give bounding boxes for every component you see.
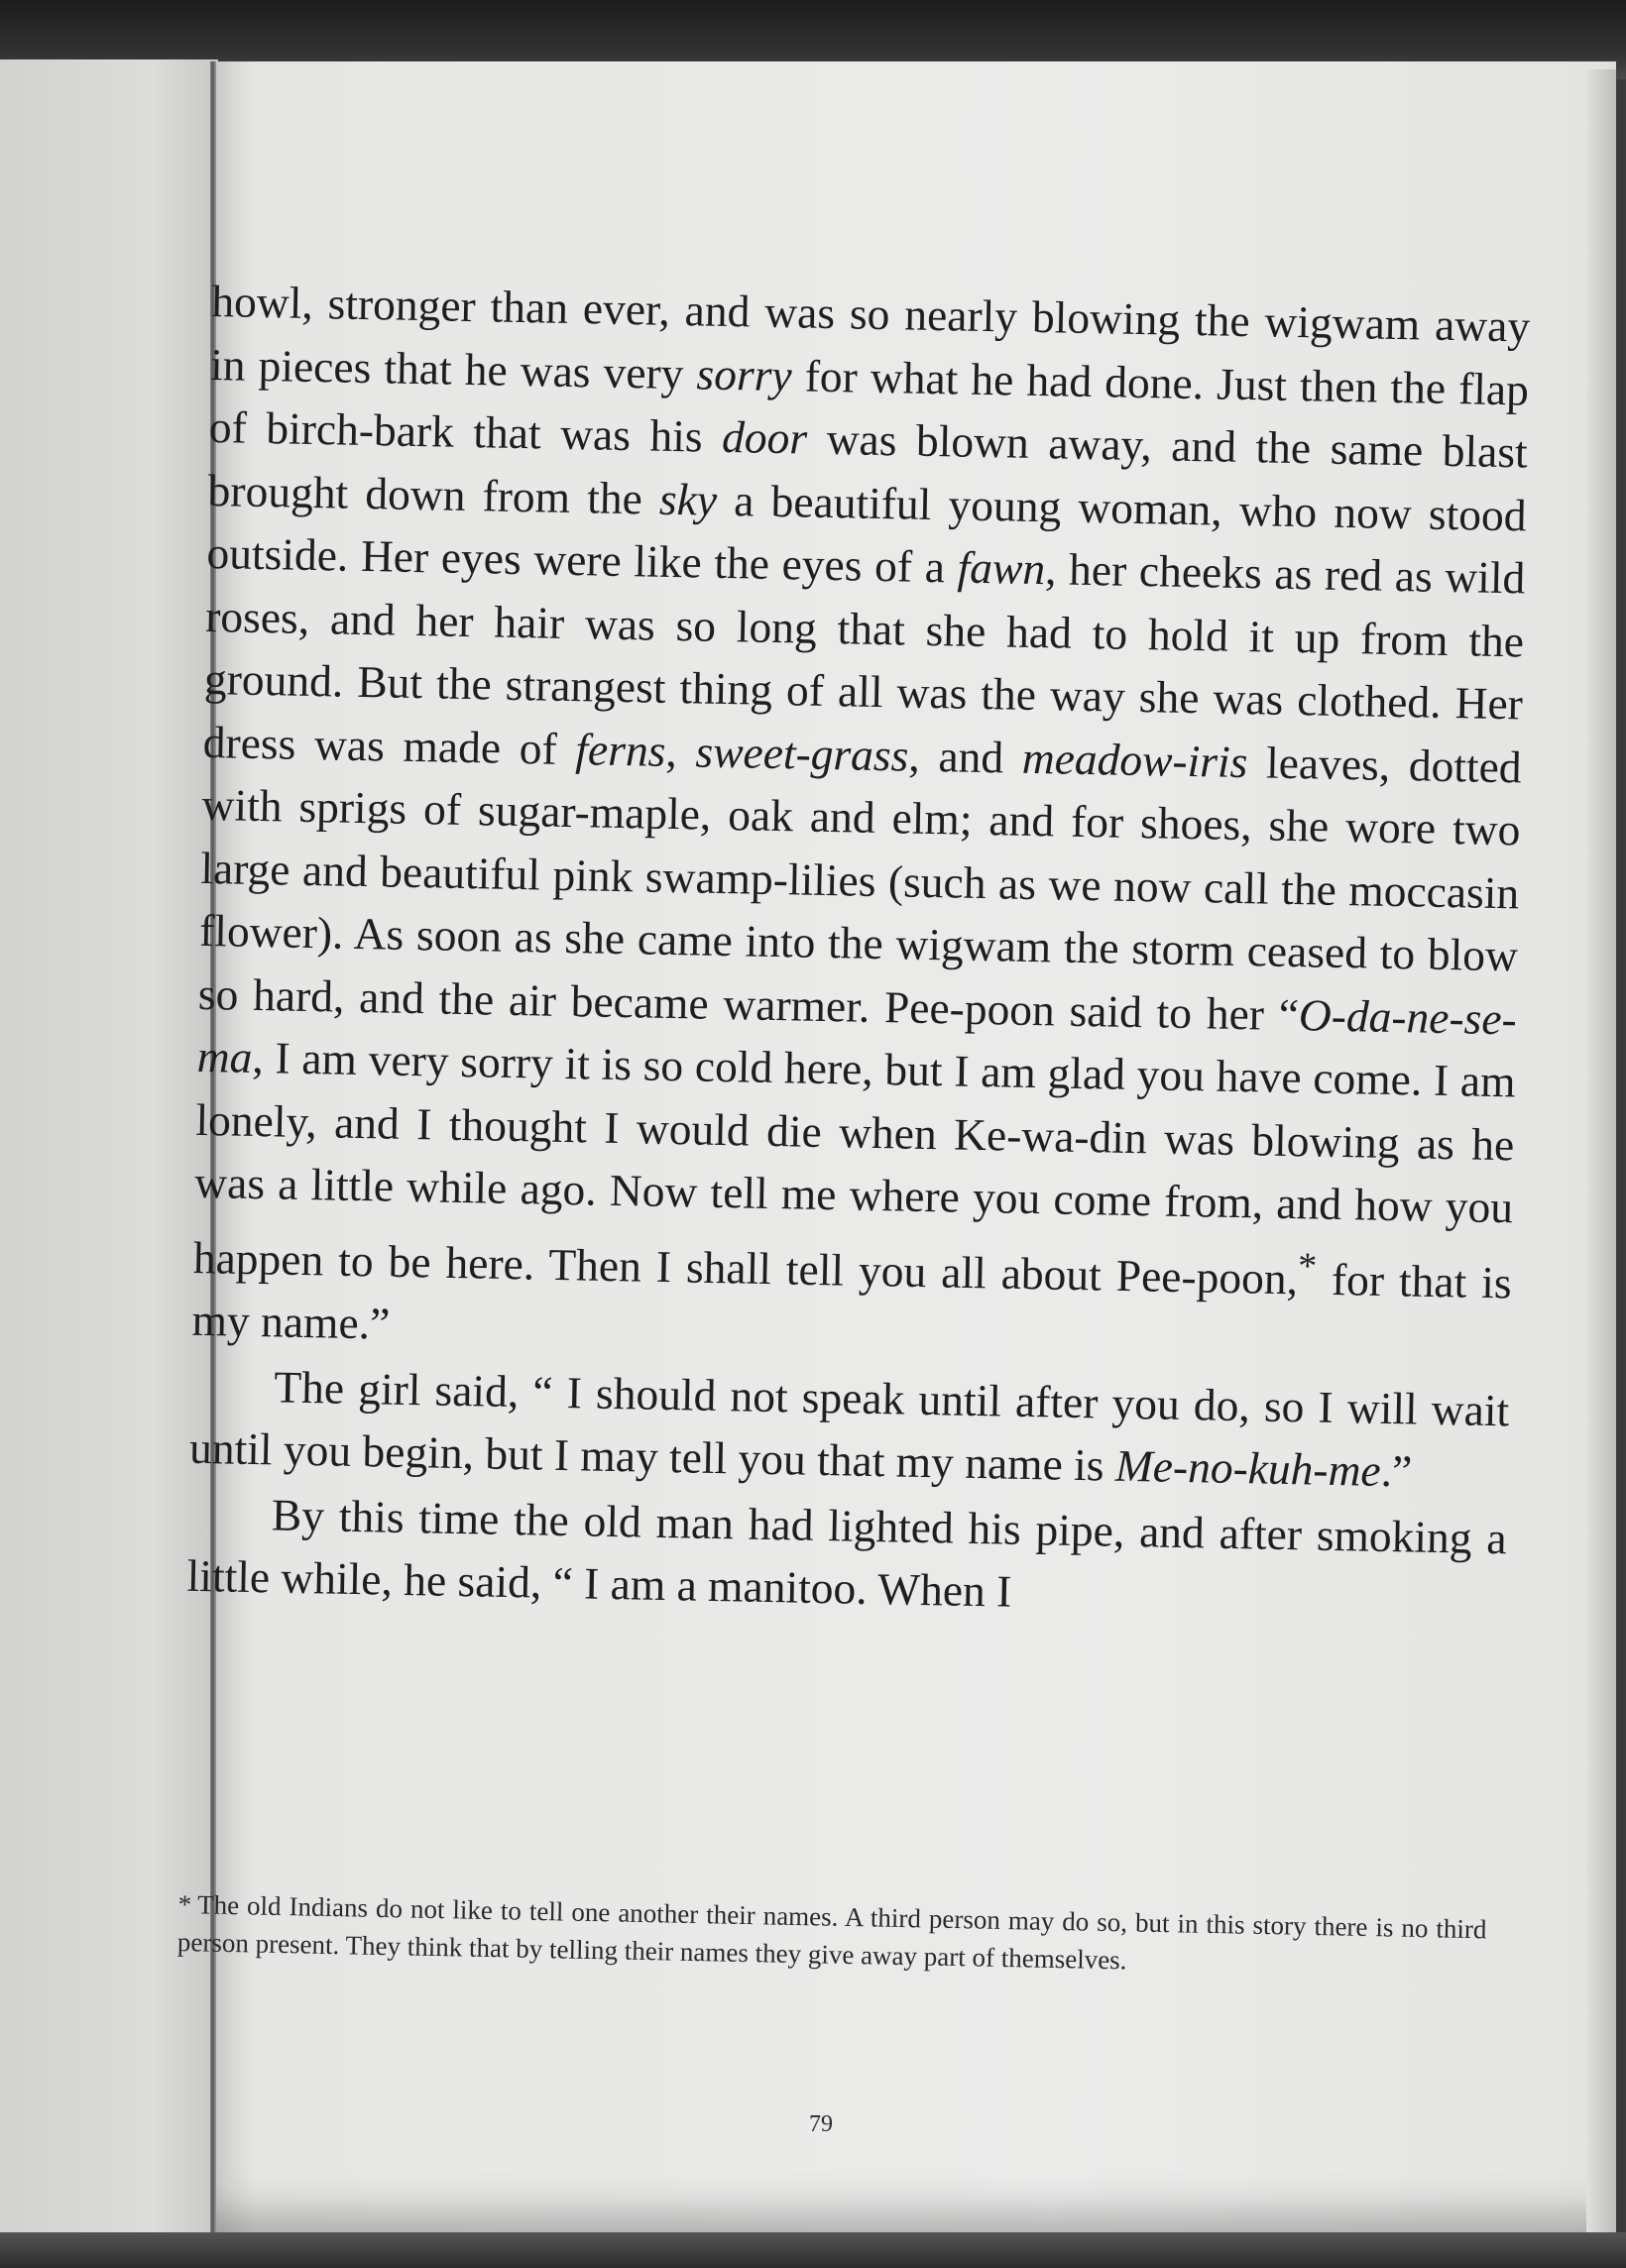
page-number: 79 xyxy=(809,2111,833,2137)
paragraph-3: By this time the old man had lighted his pipe, and after smoking a little while, he said, “ I am a manitoo. When I xyxy=(186,1489,1508,1617)
scan-bottom-border xyxy=(0,2232,1626,2268)
page-right-edge xyxy=(1586,69,1616,2250)
footnote-text: The old Indians do not like to tell one another their names. A third person may do so, but in this story there is no third person present. They think that by telling their names they give away part of themselves. xyxy=(176,1889,1487,1976)
body-text xyxy=(186,270,1531,1633)
footnote-reference: * xyxy=(1297,1244,1318,1288)
paragraph-2: The girl said, “ I should not speak until after you do, so I will wait until you begin, but I may tell you that my name is Me-no-kuh-me.” xyxy=(188,1361,1510,1497)
paragraph-1: howl, stronger than ever, and was so nearly blowing the wigwam away in pieces that he was very sorry for what he had done. Just then the flap of birch-bark that was his door was blown away, and the same blast brought down from the sky a beautiful young woman, who now stood outside. Her eyes were like the eyes of a fawn, her cheeks as red as wild roses, and her hair was so long that she had to hold it up from the ground. But the strangest thing of all was the way she was clothed. Her dress was made of ferns, sweet-grass, and meadow-iris leaves, dotted with sprigs of sugar-maple, oak and elm; and for shoes, she wore two large and beautiful pink swamp-lilies (such as we now call the moccasin flower). As soon as she came into the wigwam the storm ceased to blow so hard, and the air became warmer. Pee-poon said to her “O-da-ne-se-ma, I am very sorry it is so cold here, but I am glad you have come. I am lonely, and I thought I would die when Ke-wa-din was blowing as he was a little while ago. Now tell me where you come from, and how you happen to be here. Then I shall tell you all about Pee-poon,* for that is my name.” xyxy=(191,275,1531,1349)
footnote-marker: * xyxy=(177,1888,192,1920)
